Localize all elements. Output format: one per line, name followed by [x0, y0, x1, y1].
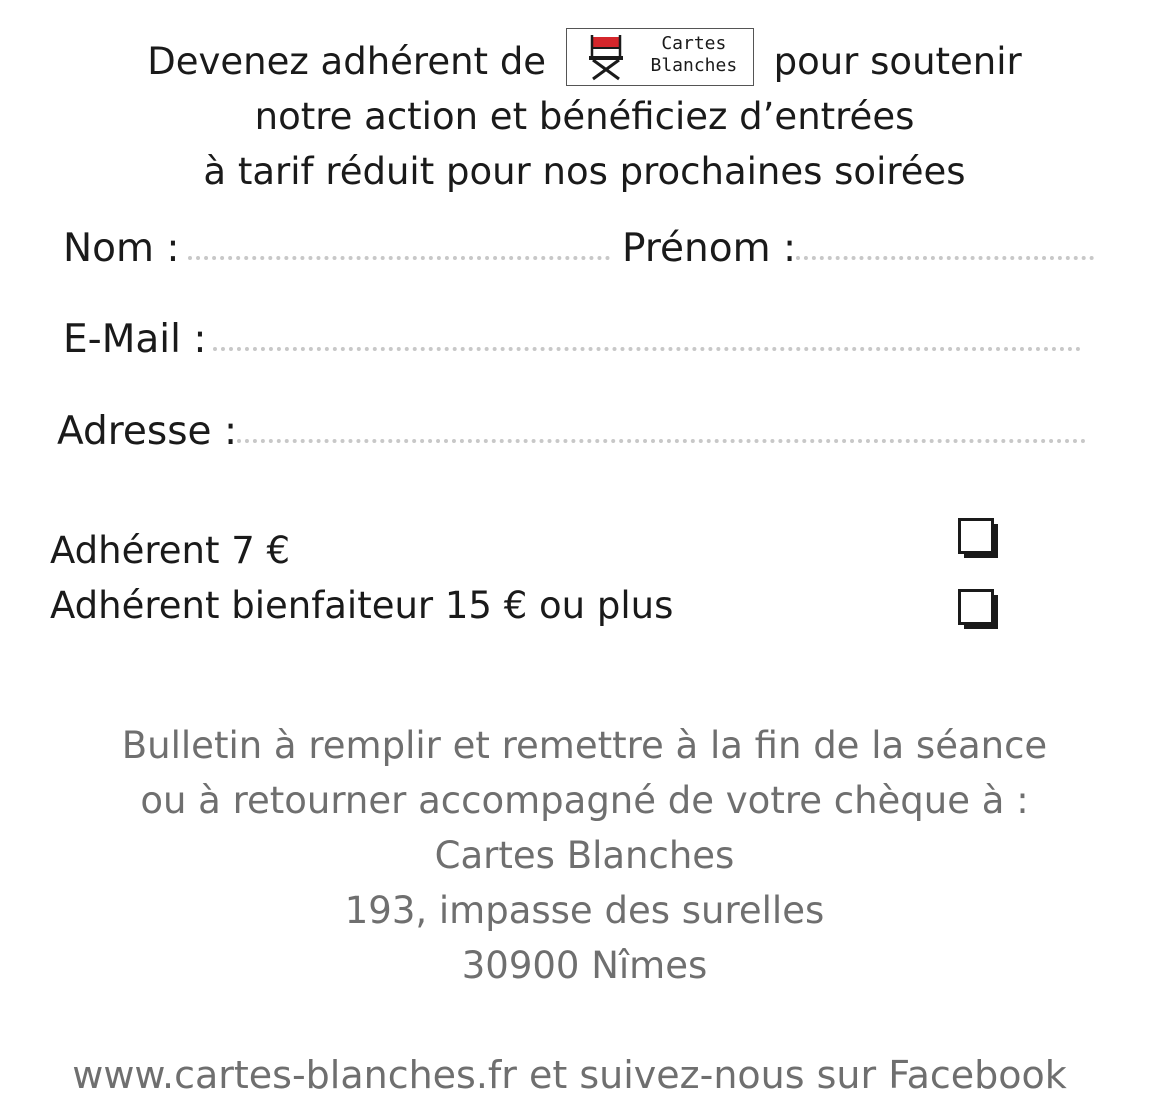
adresse-label: Adresse :: [57, 409, 238, 454]
checkbox-bienfaiteur[interactable]: [958, 589, 1000, 631]
instructions-line-2: ou à retourner accompagné de votre chèque à :: [140, 779, 1029, 822]
org-street: 193, impasse des surelles: [344, 889, 825, 932]
header-line-1: [0, 28, 1169, 89]
org-city: 30900 Nîmes: [461, 944, 708, 987]
header-support-text: pour soutenir: [773, 40, 1022, 83]
header-line-2: notre action et bénéficiez d’entrées: [254, 95, 915, 138]
instructions-block: [0, 718, 1169, 993]
checkbox-adherent[interactable]: [958, 518, 1000, 560]
header-intro-text: Devenez adhérent de: [147, 40, 547, 83]
logo-line-1: Cartes: [661, 33, 727, 54]
option-bienfaiteur-label: Adhérent bienfaiteur 15 € ou plus: [50, 584, 674, 627]
membership-header: [0, 28, 1169, 199]
adresse-field[interactable]: [237, 439, 1086, 443]
instructions-line-1: Bulletin à remplir et remettre à la fin de la séance: [121, 724, 1048, 767]
logo-line-2: Blanches: [650, 55, 738, 76]
nom-label: Nom :: [63, 226, 180, 271]
cartes-blanches-logo: [566, 28, 754, 86]
website-line: www.cartes-blanches.fr et suivez-nous sur Facebook: [72, 1053, 1067, 1097]
org-name: Cartes Blanches: [434, 834, 735, 877]
option-adherent-label: Adhérent 7 €: [50, 529, 291, 572]
header-line-3: à tarif réduit pour nos prochaines soirées: [203, 150, 966, 193]
logo-wordmark: [639, 33, 749, 77]
email-label: E-Mail :: [63, 317, 207, 362]
prenom-label: Prénom :: [622, 226, 797, 271]
directors-chair-icon: [589, 33, 623, 81]
prenom-field[interactable]: [796, 256, 1094, 260]
email-field[interactable]: [213, 347, 1081, 351]
nom-field[interactable]: [188, 256, 610, 260]
